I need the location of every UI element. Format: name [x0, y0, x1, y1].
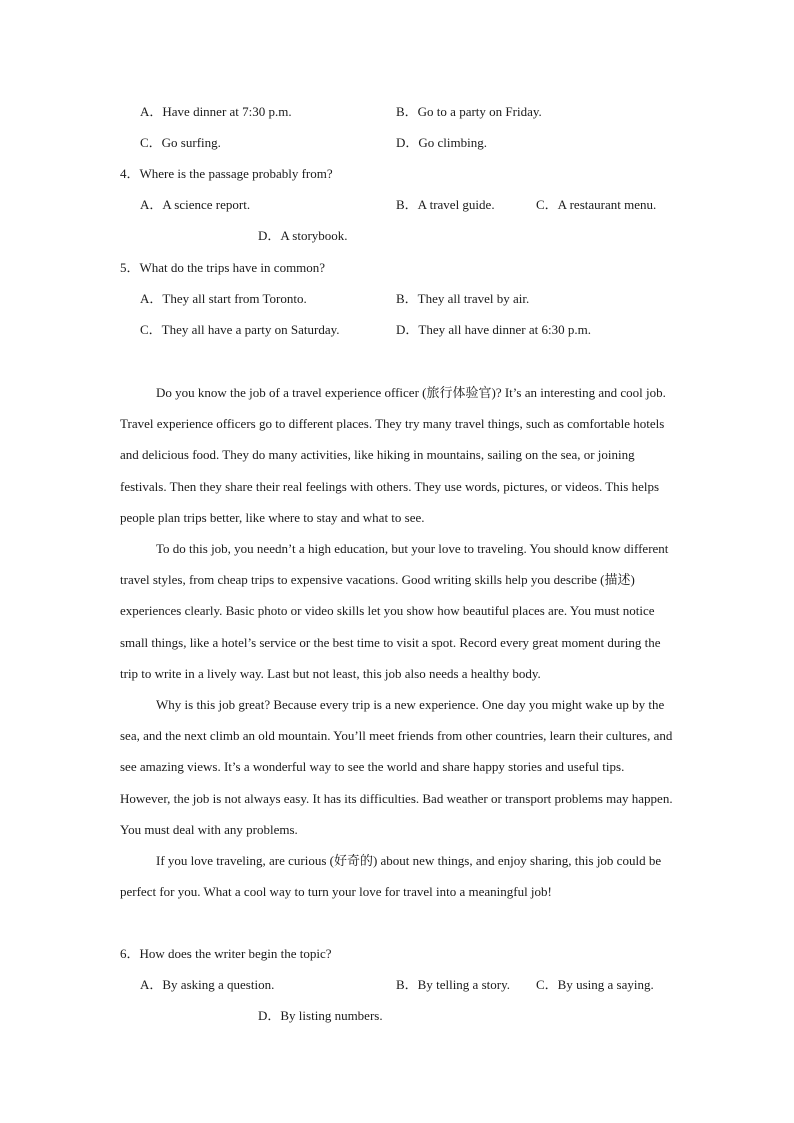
q4-option-d: D．A storybook.	[258, 228, 348, 243]
q3-option-d: D．Go climbing.	[396, 135, 487, 150]
reading-passage	[120, 377, 676, 907]
q3-option-a: A．Have dinner at 7:30 p.m.	[140, 104, 292, 119]
q4-option-b: B．A travel guide.	[396, 197, 495, 212]
q4-option-c: C．A restaurant menu.	[536, 197, 657, 212]
q5-option-b: B．They all travel by air.	[396, 291, 530, 306]
q5-option-a: A．They all start from Toronto.	[140, 291, 307, 306]
q6-option-a: A．By asking a question.	[140, 977, 275, 992]
q6-option-c: C．By using a saying.	[536, 977, 654, 992]
q6-stem: 6．How does the writer begin the topic?	[120, 946, 332, 961]
passage-paragraph-4: If you love traveling, are curious (好奇的) about new things, and enjoy sharing, this job could be perfect for you. What a cool way to turn your love for travel into a meaningful job!	[120, 853, 662, 900]
q5-stem: 5．What do the trips have in common?	[120, 260, 326, 275]
q6-option-b: B．By telling a story.	[396, 977, 510, 992]
q3-option-c: C．Go surfing.	[140, 135, 221, 150]
q3-option-b: B．Go to a party on Friday.	[396, 104, 542, 119]
passage-paragraph-2: To do this job, you needn’t a high education, but your love to traveling. You should know different travel styles, from cheap trips to expensive vacations. Good writing skills help you describe (描述) experiences clearly. Basic photo or video skills let you show how beautiful places are. You must notice small things, like a hotel’s service or the best time to visit a spot. Record every great moment during the trip to write in a lively way. Last but not least, this job also needs a healthy body.	[120, 541, 669, 681]
q5-option-c: C．They all have a party on Saturday.	[140, 322, 340, 337]
passage-paragraph-3: Why is this job great? Because every trip is a new experience. One day you might wake up by the sea, and the next climb an old mountain. You’ll meet friends from other countries, learn their cultures, and see amazing views. It’s a wonderful way to see the world and share happy stories and useful tips. However, the job is not always easy. It has its difficulties. Bad weather or transport problems may happen. You must deal with any problems.	[120, 697, 673, 837]
passage-paragraph-1: Do you know the job of a travel experience officer (旅行体验官)? It’s an interesting and cool job. Travel experience officers go to different places. They try many travel things, such as comfortable hotels and delicious food. They do many activities, like hiking in mountains, sailing on the sea, or joining festivals. Then they share their real feelings with others. They use words, pictures, or videos. This helps people plan trips better, like where to stay and what to see.	[120, 385, 666, 525]
q4-option-a: A．A science report.	[140, 197, 251, 212]
q5-option-d: D．They all have dinner at 6:30 p.m.	[396, 322, 591, 337]
q6-option-d: D．By listing numbers.	[258, 1008, 383, 1023]
q4-stem: 4．Where is the passage probably from?	[120, 166, 333, 181]
